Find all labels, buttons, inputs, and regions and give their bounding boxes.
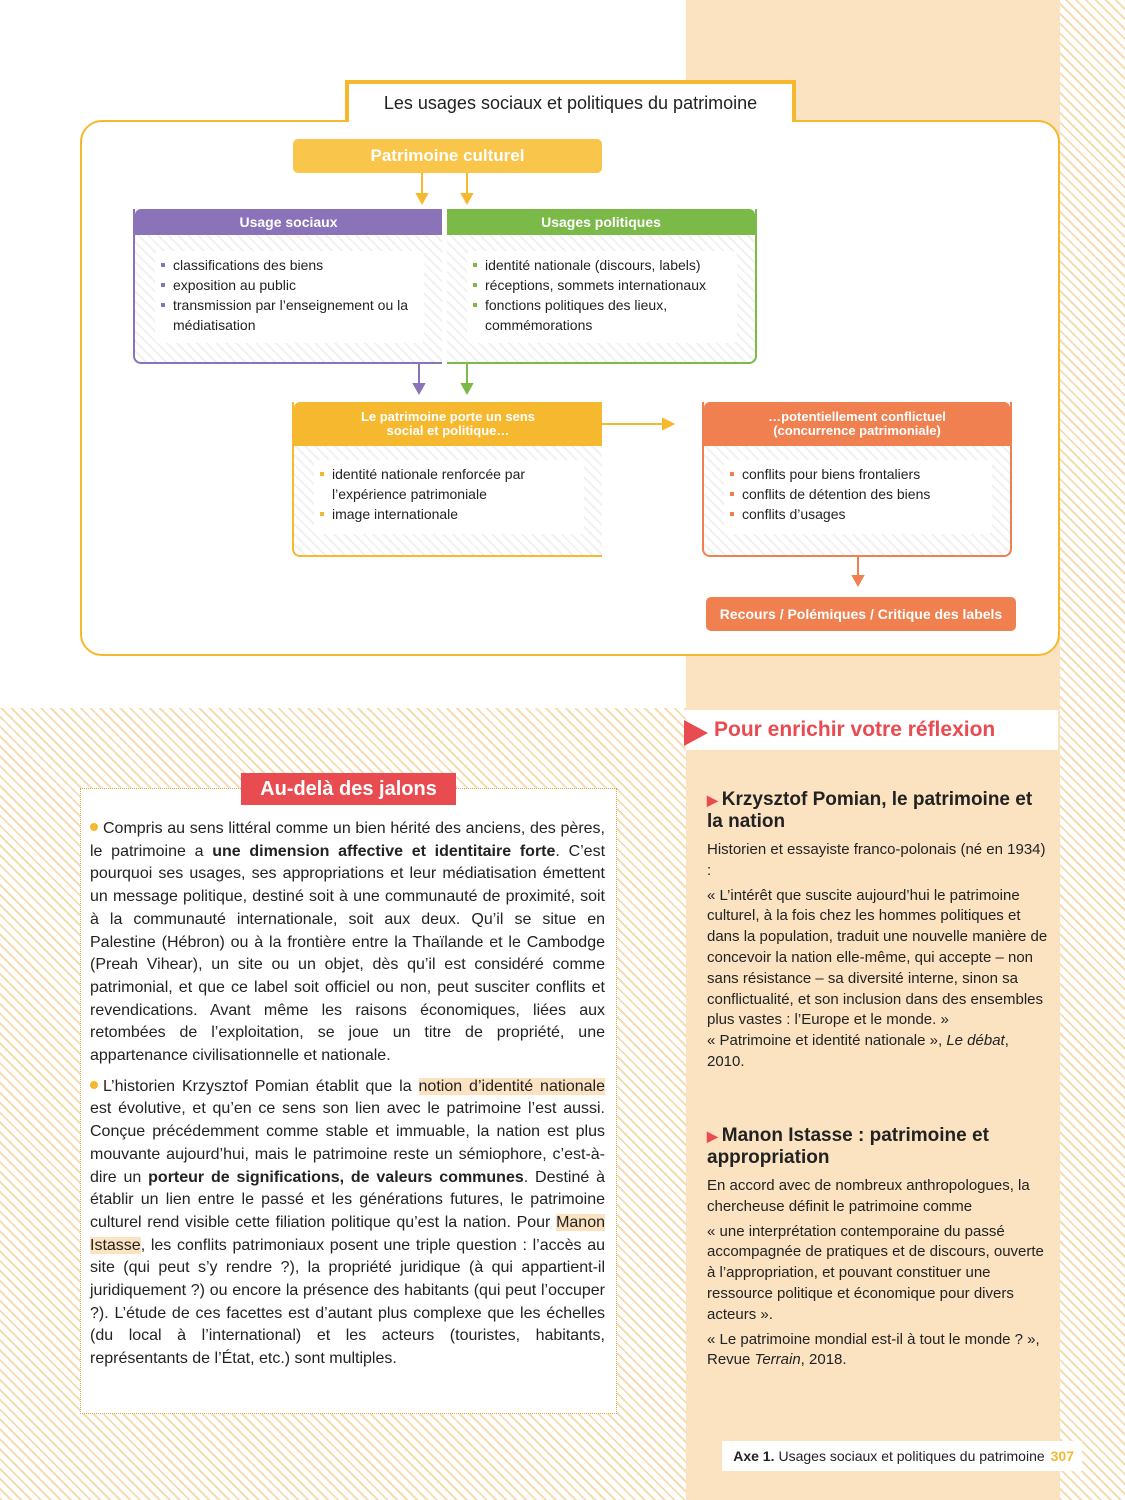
page-number: 307 [1050, 1448, 1074, 1464]
istasse-source: « Le patrimoine mondial est-il à tout le monde ? », Revue Terrain, 2018. [707, 1330, 1040, 1369]
triangle-icon: ▶ [707, 1128, 718, 1144]
jalons-title: Au-delà des jalons [241, 773, 456, 805]
list-item: conflits de détention des biens [742, 484, 982, 504]
usages-politiques-title: Usages politiques [447, 209, 755, 235]
jalons-paragraph-1: Compris au sens littéral comme un bien hérité des anciens, des pères, le patrimoine a une dimension affective et identitaire forte. C’est pourquoi ses usages, ses appropriations et leur médiatisation émettent un message politique, destiné soit à une communauté de proximité, soit à la communauté internationale, soit aux deux. Qu’il se situe en Palestine (Hébron) ou à la frontière entre la Thaïlande et le Cambodge (Preah Vihear), un site ou un objet, dès qu’il est considéré comme patrimonial, et que ce label soit officiel ou non, peut susciter conflits et revendications. Avant même les raisons économiques, liées aux retombées de l’exploitation, se joue un titre de propriété, une appartenance civilisationnelle et nationale. [90, 820, 606, 1065]
recours-box: Recours / Polémiques / Critique des labels [706, 597, 1016, 631]
arrow-porte-to-conflit [602, 419, 673, 429]
bullet-icon [90, 823, 98, 831]
highlight-manon-istasse: Manon Istasse [90, 1213, 605, 1254]
pomian-quote: « L’intérêt que suscite aujourd’hui le patrimoine culturel, à la fois chez les hommes politiques et dans la population, traduit une nouvelle manière de concevoir la nation elle-même, qui accepte – non sans résistance – sa diversité interne, sinon sa conflictualité, et son inclusion dans des ensembles plus vastes : l’Europe et le monde. » [707, 886, 1048, 1029]
sens-social-politique-title: Le patrimoine porte un sens social et politique… [294, 402, 602, 446]
list-item: identité nationale (discours, labels) [485, 255, 727, 275]
arrow-to-sociaux [417, 173, 427, 203]
conflictuel-title: …potentiellement conflictuel (concurrence patrimoniale) [704, 402, 1010, 446]
istasse-intro: En accord avec de nombreux anthropologues, la chercheuse définit le patrimoine comme [707, 1177, 1030, 1215]
footer-text: Usages sociaux et politiques du patrimoine [778, 1448, 1045, 1464]
pomian-section [707, 789, 1049, 1073]
enrichir-title: Pour enrichir votre réflexion [714, 718, 996, 741]
enrichir-banner [686, 710, 1058, 750]
patrimoine-culturel-box: Patrimoine culturel [293, 139, 602, 173]
footer-axe: Axe 1. [733, 1448, 775, 1464]
istasse-heading: ▶ Manon Istasse : patrimoine et appropriation [707, 1125, 989, 1168]
list-item: réceptions, sommets internationaux [485, 275, 727, 295]
istasse-section [707, 1125, 1049, 1371]
jalons-text [90, 818, 605, 1379]
arrow-sociaux-to-porte [414, 364, 424, 393]
list-item: image internationale [332, 504, 574, 524]
list-item: conflits d’usages [742, 504, 982, 524]
triangle-icon: ▶ [707, 792, 718, 808]
usages-sociaux-title: Usage sociaux [135, 209, 442, 235]
triangle-icon [684, 720, 708, 746]
list-item: exposition au public [173, 275, 414, 295]
istasse-quote: « une interprétation contemporaine du passé accompagnée de pratiques et de discours, ouverte à l’appropriation, et pouvant constituer une ressource politique et économique pour divers acteurs ». [707, 1222, 1044, 1323]
highlight-identite-nationale: notion d’identité nationale [418, 1077, 605, 1095]
list-item: identité nationale renforcée par l’expérience patrimoniale [332, 464, 574, 504]
list-item: classifications des biens [173, 255, 414, 275]
arrow-politiques-to-porte [462, 364, 472, 393]
page-footer [722, 1441, 1082, 1471]
list-item: conflits pour biens frontaliers [742, 464, 982, 484]
pomian-intro: Historien et essayiste franco-polonais (né en 1934) : [707, 841, 1046, 879]
bullet-icon [90, 1081, 98, 1089]
pomian-source: « Patrimoine et identité nationale », Le débat, 2010. [707, 1032, 1009, 1070]
list-item: transmission par l’enseignement ou la médiatisation [173, 295, 414, 335]
arrow-conflit-to-recours [853, 557, 863, 585]
list-item: fonctions politiques des lieux, commémorations [485, 295, 727, 335]
arrow-to-politiques [462, 173, 472, 203]
diagram-title: Les usages sociaux et politiques du patrimoine [345, 80, 796, 122]
jalons-paragraph-2: L’historien Krzysztof Pomian établit que la notion d’identité nationale est évolutive, et qu’en ce sens son lien avec le patrimoine l’est aussi. Conçue précédemment comme stable et immuable, la nation est plus mouvante aujourd’hui, mais le patrimoine reste un sémiophore, c’est-à-dire un porteur de significations, de valeurs communes. Destiné à établir un lien entre le passé et les générations futures, le patrimoine culturel rend visible cette filiation politique qu’est la nation. Pour Manon Istasse, les conflits patrimoniaux posent une triple question : l’accès au site (qui peut s’y rendre ?), la propriété juridique (à qui appartient-il juridiquement ?) ou encore la présence des habitants (qui peut l’occuper ?). L’étude de ces facettes est d’autant plus complexe que les échelles (du local à l’international) et les acteurs (touristes, habitants, représentants de l’État, etc.) sont multiples. [90, 1077, 606, 1368]
pomian-heading: ▶ Krzysztof Pomian, le patrimoine et la nation [707, 789, 1033, 832]
